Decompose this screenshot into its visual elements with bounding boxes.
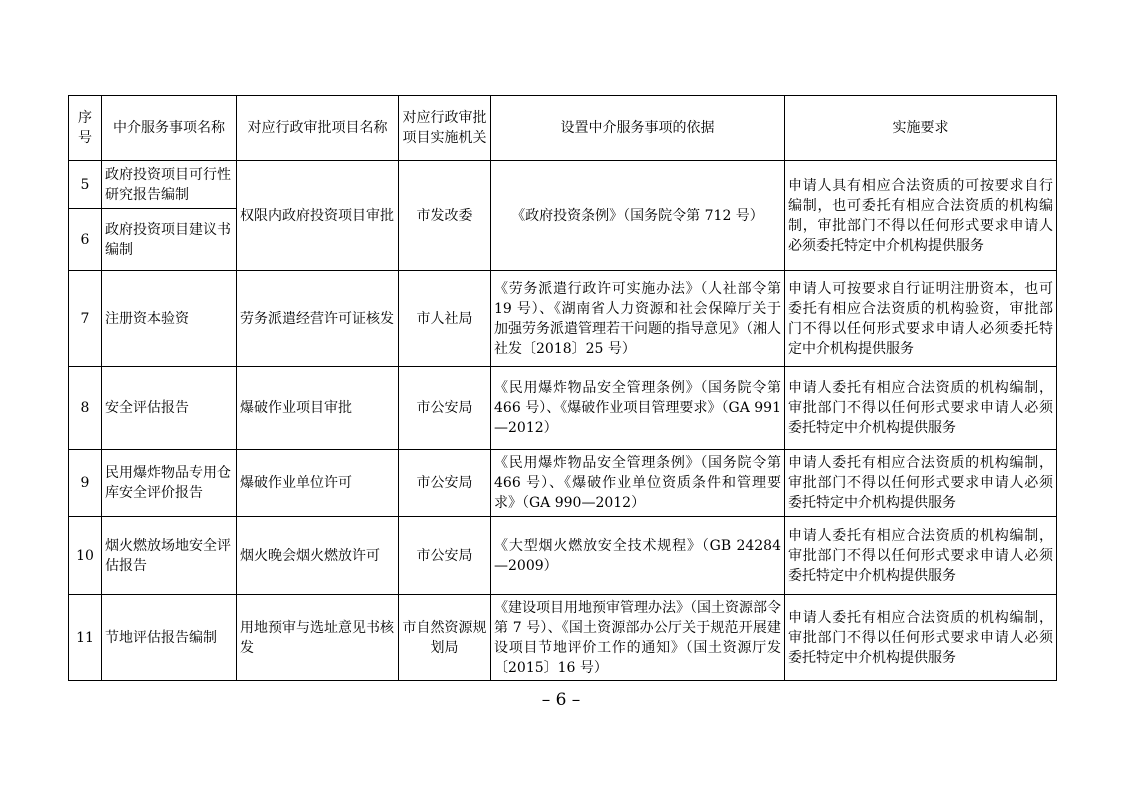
- cell-item: 烟火晚会烟火燃放许可: [237, 517, 399, 595]
- cell-no: 7: [69, 271, 102, 367]
- cell-service: 政府投资项目建议书编制: [102, 209, 237, 271]
- cell-basis: 《劳务派遣行政许可实施办法》（人社部令第 19 号）、《湖南省人力资源和社会保障厅关于加强劳务派遣管理若干问题的指导意见》（湘人社发〔2018〕25 号）: [491, 271, 785, 367]
- table-row: [69, 161, 1057, 209]
- cell-no: 11: [69, 595, 102, 681]
- header-no: 序号: [69, 96, 102, 161]
- cell-service: 政府投资项目可行性研究报告编制: [102, 161, 237, 209]
- cell-agency: 市公安局: [399, 517, 491, 595]
- cell-requirements: 申请人委托有相应合法资质的机构编制，审批部门不得以任何形式要求申请人必须委托特定中介机构提供服务: [785, 595, 1057, 681]
- intermediary-services-table: [68, 95, 1057, 681]
- cell-agency: 市公安局: [399, 367, 491, 450]
- cell-item: 权限内政府投资项目审批: [237, 161, 399, 271]
- cell-service: 安全评估报告: [102, 367, 237, 450]
- cell-requirements: 申请人委托有相应合法资质的机构编制，审批部门不得以任何形式要求申请人必须委托特定中介机构提供服务: [785, 367, 1057, 450]
- cell-item: 爆破作业项目审批: [237, 367, 399, 450]
- cell-requirements: 申请人委托有相应合法资质的机构编制，审批部门不得以任何形式要求申请人必须委托特定中介机构提供服务: [785, 450, 1057, 517]
- cell-agency: 市自然资源规划局: [399, 595, 491, 681]
- cell-requirements: 申请人委托有相应合法资质的机构编制，审批部门不得以任何形式要求申请人必须委托特定中介机构提供服务: [785, 517, 1057, 595]
- cell-basis: 《政府投资条例》（国务院令第 712 号）: [491, 161, 785, 271]
- cell-no: 10: [69, 517, 102, 595]
- header-requirements: 实施要求: [785, 96, 1057, 161]
- cell-requirements: 申请人可按要求自行证明注册资本，也可委托有相应合法资质的机构验资，审批部门不得以任何形式要求申请人必须委托特定中介机构提供服务: [785, 271, 1057, 367]
- cell-basis: 《民用爆炸物品安全管理条例》（国务院令第 466 号）、《爆破作业单位资质条件和管理要求》（GA 990—2012）: [491, 450, 785, 517]
- cell-no: 8: [69, 367, 102, 450]
- cell-service: 民用爆炸物品专用仓库安全评价报告: [102, 450, 237, 517]
- header-basis: 设置中介服务事项的依据: [491, 96, 785, 161]
- table-row: [69, 367, 1057, 450]
- cell-requirements: 申请人具有相应合法资质的可按要求自行编制，也可委托有相应合法资质的机构编制，审批部门不得以任何形式要求申请人必须委托特定中介机构提供服务: [785, 161, 1057, 271]
- cell-agency: 市人社局: [399, 271, 491, 367]
- cell-item: 劳务派遣经营许可证核发: [237, 271, 399, 367]
- page-number: – 6 –: [541, 690, 581, 710]
- table-row: [69, 595, 1057, 681]
- cell-item: 爆破作业单位许可: [237, 450, 399, 517]
- cell-basis: 《民用爆炸物品安全管理条例》（国务院令第 466 号）、《爆破作业项目管理要求》（GA 991—2012）: [491, 367, 785, 450]
- cell-no: 9: [69, 450, 102, 517]
- header-item: 对应行政审批项目名称: [237, 96, 399, 161]
- cell-service: 注册资本验资: [102, 271, 237, 367]
- header-row: [69, 96, 1057, 161]
- cell-basis: 《大型烟火燃放安全技术规程》（GB 24284—2009）: [491, 517, 785, 595]
- cell-no: 5: [69, 161, 102, 209]
- cell-service: 节地评估报告编制: [102, 595, 237, 681]
- cell-service: 烟火燃放场地安全评估报告: [102, 517, 237, 595]
- cell-agency: 市公安局: [399, 450, 491, 517]
- table-row: [69, 517, 1057, 595]
- table-row: [69, 271, 1057, 367]
- cell-agency: 市发改委: [399, 161, 491, 271]
- header-service: 中介服务事项名称: [102, 96, 237, 161]
- cell-no: 6: [69, 209, 102, 271]
- table-row: [69, 450, 1057, 517]
- cell-item: 用地预审与选址意见书核发: [237, 595, 399, 681]
- header-agency: 对应行政审批项目实施机关: [399, 96, 491, 161]
- cell-basis: 《建设项目用地预审管理办法》（国土资源部令第 7 号）、《国土资源部办公厅关于规范开展建设项目节地评价工作的通知》（国土资源厅发〔2015〕16 号）: [491, 595, 785, 681]
